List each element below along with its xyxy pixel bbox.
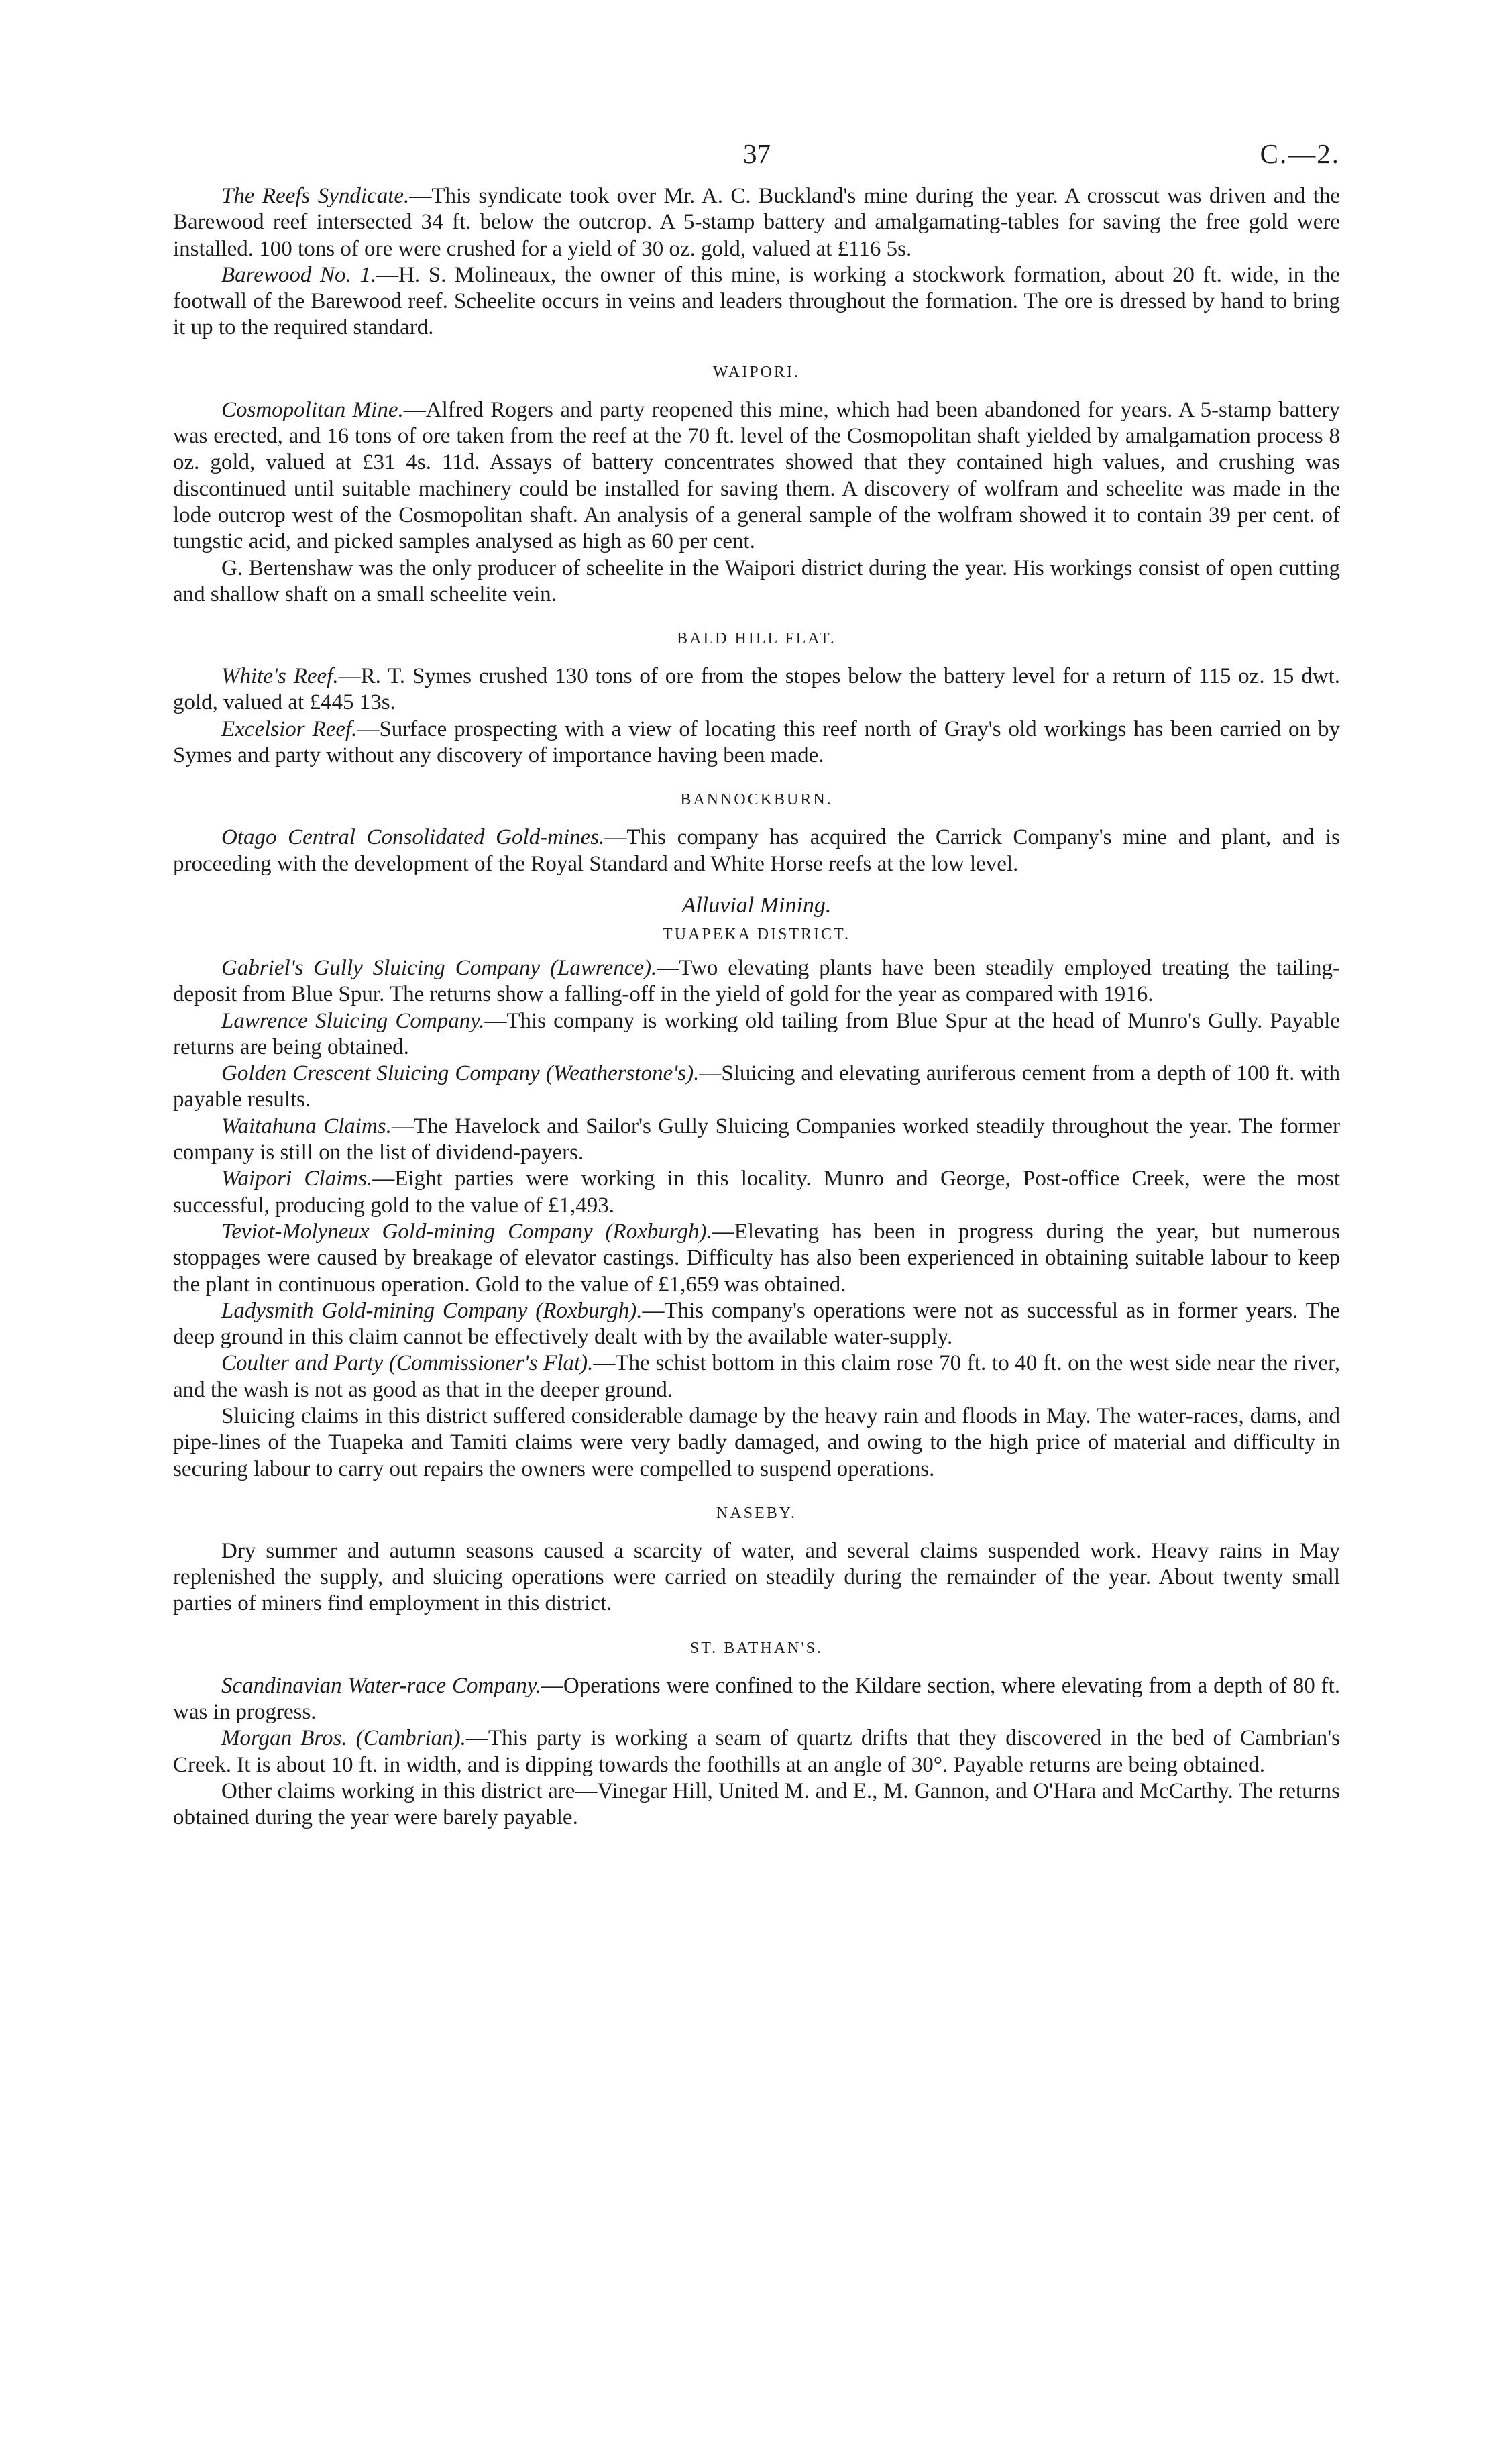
section-heading: WAIPORI. bbox=[713, 363, 800, 381]
paragraph bbox=[173, 1725, 1340, 1778]
paragraph bbox=[173, 183, 1340, 262]
major-heading: Alluvial Mining. bbox=[681, 892, 832, 918]
paragraph-text: —This party is working a seam of quartz drifts that they discovered in the bed of Cambrian's Creek. It is about 10 ft. in width, and is dipping towards the foothills at an angle of 30°. Payable returns are being obtained. bbox=[173, 1726, 1340, 1777]
section-heading: NASEBY. bbox=[716, 1504, 797, 1522]
paragraph bbox=[173, 1298, 1340, 1351]
paragraph-text: —Surface prospecting with a view of locating this reef north of Gray's old workings has been carried on by Symes and party without any discovery of importance having been made. bbox=[173, 716, 1340, 768]
paragraph-lead: Teviot-Molyneux Gold-mining Company (Roxburgh). bbox=[221, 1219, 712, 1244]
paragraph-text: —Operations were confined to the Kildare section, where elevating from a depth of 80 ft. was in progress. bbox=[173, 1673, 1340, 1725]
paragraph-lead: Waipori Claims. bbox=[221, 1167, 373, 1191]
paragraph bbox=[173, 397, 1340, 555]
paragraph bbox=[173, 1403, 1340, 1483]
paragraph bbox=[173, 1538, 1340, 1617]
paragraph-lead: White's Reef. bbox=[221, 664, 339, 689]
paragraph-text: —The schist bottom in this claim rose 70 ft. to 40 ft. on the west side near the river, and the wash is not as good as that in the deeper ground. bbox=[173, 1351, 1340, 1402]
section-heading: ST. BATHAN'S. bbox=[689, 1639, 824, 1657]
paragraph-lead: Otago Central Consolidated Gold-mines. bbox=[221, 825, 605, 850]
paragraph bbox=[173, 1350, 1340, 1403]
paragraph-lead: Waitahuna Claims. bbox=[221, 1114, 392, 1138]
paragraph bbox=[173, 1114, 1340, 1167]
paragraph-text: —Eight parties were working in this locality. Munro and George, Post-office Creek, were the most successful, producing gold to the value of £1,493. bbox=[173, 1167, 1340, 1218]
paragraph bbox=[173, 262, 1340, 341]
document-reference: C.—2. bbox=[1260, 138, 1340, 169]
paragraph-text: —This company is working old tailing from Blue Spur at the head of Munro's Gully. Payable returns are being obtained. bbox=[173, 1008, 1340, 1059]
paragraph-lead: Barewood No. 1. bbox=[221, 262, 377, 287]
paragraph-lead: Ladysmith Gold-mining Company (Roxburgh). bbox=[221, 1298, 643, 1323]
paragraph-lead: Gabriel's Gully Sluicing Company (Lawrence). bbox=[221, 955, 657, 980]
paragraph-text: —H. S. Molineaux, the owner of this mine, is working a stockwork formation, about 20 ft. wide, in the footwall of the Barewood reef. Scheelite occurs in veins and leaders throughout the formation. The ore is dressed by hand to bring it up to the required standard. bbox=[173, 262, 1340, 340]
section bbox=[173, 183, 1340, 341]
section bbox=[173, 790, 1340, 877]
paragraph-text: Other claims working in this district are—Vinegar Hill, United M. and E., M. Gannon, and O'Hara and McCarthy. The returns obtained during the year were barely payable. bbox=[173, 1778, 1340, 1830]
paragraph-lead: Excelsior Reef. bbox=[221, 716, 357, 741]
section bbox=[173, 1638, 1340, 1831]
paragraph-text: —R. T. Symes crushed 130 tons of ore from the stopes below the battery level for a return of 115 oz. 15 dwt. gold, valued at £445 13s. bbox=[173, 664, 1340, 715]
paragraph-text: —Elevating has been in progress during the year, but numerous stoppages were caused by breakage of elevator castings. Difficulty has also been experienced in obtaining suitable labour to keep the plant in continuous operation. Gold to the value of £1,659 was obtained. bbox=[173, 1219, 1340, 1297]
document-body bbox=[173, 183, 1340, 1831]
paragraph-lead: Scandinavian Water-race Company. bbox=[221, 1673, 541, 1698]
section bbox=[173, 629, 1340, 769]
section bbox=[173, 892, 1340, 1483]
section bbox=[173, 1503, 1340, 1617]
paragraph bbox=[173, 1061, 1340, 1114]
paragraph-text: —This syndicate took over Mr. A. C. Buckland's mine during the year. A crosscut was driven and the Barewood reef intersected 34 ft. below the outcrop. A 5-stamp battery and amalgamating-tables for saving the free gold were installed. 100 tons of ore were crushed for a yield of 30 oz. gold, valued at £116 5s. bbox=[173, 184, 1340, 261]
paragraph bbox=[173, 1166, 1340, 1219]
paragraph-lead: Coulter and Party (Commissioner's Flat). bbox=[221, 1351, 594, 1376]
paragraph bbox=[173, 1673, 1340, 1726]
paragraph-lead: Lawrence Sluicing Company. bbox=[221, 1008, 485, 1033]
paragraph bbox=[173, 1778, 1340, 1831]
section-heading: BANNOCKBURN. bbox=[680, 791, 833, 809]
paragraph-lead: Golden Crescent Sluicing Company (Weatherstone's). bbox=[221, 1061, 700, 1086]
paragraph-text: Sluicing claims in this district suffered considerable damage by the heavy rain and floods in May. The water-races, dams, and pipe-lines of the Tuapeka and Tamiti claims were very badly damaged, and owing to the high price of material and difficulty in securing labour to carry out repairs the owners were compelled to suspend operations. bbox=[173, 1403, 1340, 1481]
section-heading: BALD HILL FLAT. bbox=[677, 630, 836, 648]
section bbox=[173, 362, 1340, 608]
paragraph-text: —This company has acquired the Carrick Company's mine and plant, and is proceeding with the development of the Royal Standard and White Horse reefs at the low level. bbox=[173, 825, 1341, 876]
paragraph bbox=[173, 716, 1340, 769]
page-header bbox=[173, 138, 1340, 183]
paragraph bbox=[173, 955, 1340, 1008]
paragraph-lead: The Reefs Syndicate. bbox=[221, 184, 410, 208]
section-heading: TUAPEKA DISTRICT. bbox=[663, 925, 850, 943]
paragraph-text: —The Havelock and Sailor's Gully Sluicing Companies worked steadily throughout the year. The former company is still on the list of dividend-payers. bbox=[173, 1114, 1341, 1165]
page-number: 37 bbox=[743, 138, 771, 169]
paragraph-text: G. Bertenshaw was the only producer of scheelite in the Waipori district during the year. His workings consist of open cutting and shallow shaft on a small scheelite vein. bbox=[173, 555, 1340, 606]
paragraph bbox=[173, 663, 1340, 716]
paragraph-lead: Cosmopolitan Mine. bbox=[221, 397, 404, 422]
paragraph-lead: Morgan Bros. (Cambrian). bbox=[221, 1726, 466, 1751]
paragraph-text: Dry summer and autumn seasons caused a scarcity of water, and several claims suspended work. Heavy rains in May replenished the supply, and sluicing operations were carried on steadily during the remainder of the year. About twenty small parties of miners find employment in this district. bbox=[173, 1538, 1340, 1616]
paragraph-text: —Two elevating plants have been steadily employed treating the tailing-deposit from Blue Spur. The returns show a falling-off in the yield of gold for the year as compared with 1916. bbox=[173, 955, 1340, 1007]
paragraph bbox=[173, 555, 1340, 608]
paragraph bbox=[173, 1219, 1340, 1298]
paragraph-text: —Alfred Rogers and party reopened this mine, which had been abandoned for years. A 5-stamp battery was erected, and 16 tons of ore taken from the reef at the 70 ft. level of the Cosmopolitan shaft yielded by amalgamation process 8 oz. gold, valued at £31 4s. 11d. Assays of battery concentrates showed that they contained high values, and crushing was discontinued until suitable machinery could be installed for saving them. A discovery of wolfram and scheelite was made in the lode outcrop west of the Cosmopolitan shaft. An analysis of a general sample of the wolfram showed it to contain 39 per cent. of tungstic acid, and picked samples analysed as high as 60 per cent. bbox=[173, 397, 1340, 554]
paragraph-text: —Sluicing and elevating auriferous cement from a depth of 100 ft. with payable results. bbox=[173, 1061, 1340, 1112]
paragraph-text: —This company's operations were not as successful as in former years. The deep ground in this claim cannot be effectively dealt with by the available water-supply. bbox=[173, 1298, 1340, 1350]
paragraph bbox=[173, 1008, 1340, 1061]
paragraph bbox=[173, 824, 1340, 877]
